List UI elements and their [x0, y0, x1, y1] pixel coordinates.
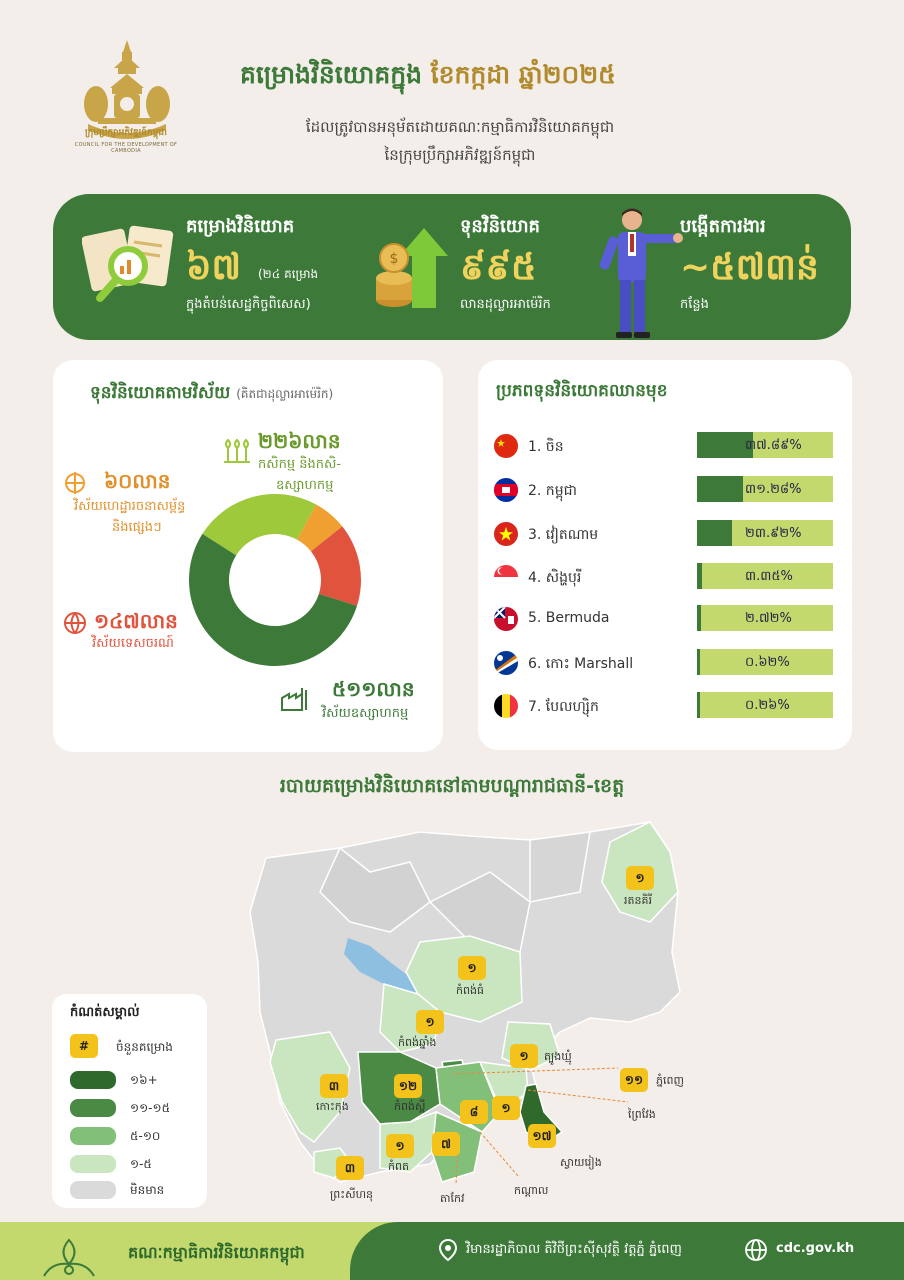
sector-title-text: ទុនវិនិយោគតាមវិស័យ	[90, 383, 231, 403]
sector-industry-label: វិស័យឧស្សាហកម្ម	[322, 706, 409, 721]
badge-kandal: ៨	[460, 1100, 488, 1124]
badge-prey-veng: ១	[492, 1096, 520, 1120]
origin-bar-fill	[697, 476, 743, 502]
province-kampong-speu: កំពង់ស្ពឺ	[394, 1100, 426, 1113]
origin-name: 3. វៀតណាម	[528, 527, 599, 543]
badge-koh-kong: ៣	[320, 1074, 348, 1098]
origin-name: 5. Bermuda	[528, 610, 610, 626]
projects-label: គម្រោងវិនិយោគ	[186, 216, 295, 237]
title-highlight: ខែកក្កដា ឆ្នាំ២០២៥	[430, 60, 616, 89]
legend-label: មិនមាន	[130, 1183, 165, 1197]
badge-kampong-thom: ១	[458, 956, 486, 980]
footer-address: វិមានរដ្ឋាភិបាល តិវិថីព្រះស៊ីសុវត្ថិ វត្តភ្នំ ភ្នំពេញ	[466, 1242, 682, 1257]
sector-agri-label-2: ឧស្សាហកម្ម	[276, 478, 334, 493]
origin-bar-fill	[697, 649, 700, 675]
origin-row	[494, 692, 834, 720]
title-main: គម្រោងវិនិយោគក្នុង	[240, 60, 423, 89]
belgium-flag-icon	[494, 694, 518, 718]
cambodia-flag-icon	[494, 478, 518, 502]
jobs-foot: កន្លែង	[680, 297, 709, 312]
sector-title	[90, 382, 333, 407]
sector-agri-value: ២២៦លាន	[258, 429, 341, 453]
origin-pct: ៣៧.៨៩%	[745, 438, 802, 453]
businessman-icon	[598, 206, 684, 340]
origin-bar-fill	[697, 692, 700, 718]
logo-subtext: COUNCIL FOR THE DEVELOPMENT OF CAMBODIA	[74, 142, 178, 154]
province-kampong-thom: កំពង់ធំ	[456, 984, 484, 997]
legend-badge-label: ចំនួនគម្រោង	[116, 1040, 173, 1054]
province-kandal: កណ្ដាល	[514, 1184, 549, 1197]
sector-tourism-value: ១៤៧លាន	[94, 609, 178, 633]
badge-takeo: ៧	[432, 1132, 460, 1156]
tourism-icon	[62, 610, 88, 636]
origin-row	[494, 563, 834, 591]
origin-bar	[697, 605, 833, 631]
origin-name: 1. ចិន	[528, 439, 564, 455]
capital-foot: លានដុល្លារអាម៉េរិក	[460, 297, 551, 312]
infrastructure-icon	[62, 470, 88, 496]
globe-icon	[744, 1238, 768, 1262]
sector-agri-label-1: កសិកម្ម និងកសិ-	[258, 457, 342, 472]
origin-row	[494, 476, 834, 504]
badge-tbong-khmum: ១	[510, 1044, 538, 1068]
projects-foot: ក្នុងតំបន់សេដ្ឋកិច្ចពិសេស)	[186, 297, 311, 312]
origin-name: 7. បែលហ្ស៊ិក	[528, 699, 599, 715]
origin-bar	[697, 692, 833, 718]
legend-label: ១-៥	[130, 1157, 152, 1171]
subtitle-line-2: នៃក្រុមប្រឹក្សាអភិវឌ្ឍន៍កម្ពុជា	[384, 146, 536, 164]
province-koh-kong: កោះកុង	[316, 1100, 349, 1113]
legend-label: ៥-១០	[130, 1129, 161, 1143]
origin-bar	[697, 432, 833, 458]
legend-swatch	[70, 1071, 116, 1089]
origin-pct: ៣១.២៨%	[745, 482, 802, 497]
origin-row	[494, 649, 834, 677]
sector-infra-value: ៦០លាន	[104, 469, 171, 493]
origin-bar-fill	[697, 563, 702, 589]
origin-bar	[697, 520, 833, 546]
legend-badge-sample: #	[70, 1034, 98, 1058]
jobs-value: ~៥៧៣ន់	[680, 247, 819, 288]
badge-phnom-penh: ១១	[620, 1068, 648, 1092]
origin-row	[494, 605, 834, 633]
origin-title: ប្រភពទុនវិនិយោគឈានមុខ	[496, 381, 668, 401]
capital-value: ៩៩៥	[460, 247, 537, 288]
legend-label: ១៦+	[130, 1073, 158, 1087]
origin-pct: ៣.៣៥%	[745, 569, 793, 584]
badge-svay-rieng: ១៧	[528, 1124, 556, 1148]
province-sihanoukville: ព្រះសីហនុ	[330, 1188, 374, 1201]
province-takeo: តាកែវ	[440, 1192, 465, 1205]
origin-bar	[697, 649, 833, 675]
footer-org-name: គណៈកម្មាធិការវិនិយោគកម្ពុជា	[128, 1243, 305, 1262]
badge-kampot: ១	[386, 1134, 414, 1158]
sector-tourism-label: វិស័យទេសចរណ៍	[92, 636, 174, 651]
origin-bar-fill	[697, 605, 701, 631]
marshall-islands-flag-icon	[494, 651, 518, 675]
capital-label: ទុនវិនិយោគ	[460, 216, 540, 237]
vietnam-flag-icon	[494, 522, 518, 546]
logo-text: ក្រុមប្រឹក្សាអភិវឌ្ឍន៍កម្ពុជា	[84, 128, 167, 138]
province-phnom-penh: ភ្នំពេញ	[656, 1074, 684, 1087]
location-pin-icon	[438, 1238, 458, 1262]
coins-arrow-up-icon	[372, 222, 452, 312]
sector-industry-value: ៥១១លាន	[332, 677, 415, 701]
ornament-icon	[38, 1236, 100, 1280]
legend-swatch	[70, 1181, 116, 1199]
province-kampot: កំពត	[388, 1160, 409, 1173]
badge-kampong-speu: ១២	[394, 1074, 422, 1098]
legend-swatch	[70, 1099, 116, 1117]
origin-pct: ០.៦២%	[745, 655, 790, 670]
sector-donut-chart	[188, 488, 362, 672]
origin-bar	[697, 563, 833, 589]
sector-title-note: (គិតជាដុល្លារអាម៉េរិក)	[236, 387, 334, 401]
bermuda-flag-icon	[494, 607, 518, 631]
province-kampong-chhnang: កំពង់ឆ្នាំង	[398, 1036, 437, 1049]
origin-name: 6. កោះ Marshall	[528, 656, 634, 672]
origin-name: 2. កម្ពុជា	[528, 483, 577, 499]
projects-note: (២៤ គម្រោង	[258, 267, 319, 281]
map-title: របាយគម្រោងវិនិយោគនៅតាមបណ្ដារាជធានី-ខេត្ត	[279, 775, 625, 797]
origin-bar-fill	[697, 520, 732, 546]
province-prey-veng: ព្រៃវែង	[628, 1108, 656, 1121]
svg-text:$: $	[389, 251, 399, 267]
badge-sihanoukville: ៣	[336, 1156, 364, 1180]
document-magnifier-icon	[82, 222, 178, 308]
subtitle-line-1: ដែលត្រូវបានអនុម័តដោយគណៈកម្មាធិការវិនិយោគកម្ពុជា	[305, 118, 615, 136]
province-tbong-khmum: ត្បូងឃ្មុំ	[544, 1050, 572, 1063]
projects-value: ៦៧	[186, 247, 242, 288]
origin-row	[494, 520, 834, 548]
province-ratanakiri: រតនគិរី	[624, 894, 652, 907]
sector-infra-label-1: វិស័យហេដ្ឋារចនាសម្ព័ន្ធ	[74, 499, 186, 514]
china-flag-icon	[494, 434, 518, 458]
jobs-label: បង្កើតការងារ	[680, 216, 766, 237]
footer-website-link[interactable]: cdc.gov.kh	[776, 1241, 855, 1256]
legend-swatch	[70, 1127, 116, 1145]
origin-name: 4. សិង្ហបុរី	[528, 570, 582, 586]
legend-label: ១១-១៥	[130, 1101, 171, 1115]
agriculture-icon	[222, 438, 252, 464]
province-svay-rieng: ស្វាយរៀង	[560, 1156, 602, 1169]
sector-infra-label-2: និងផ្សេងៗ	[112, 520, 162, 535]
origin-row	[494, 432, 834, 460]
page-title	[240, 60, 680, 96]
singapore-flag-icon	[494, 565, 518, 589]
legend-title: កំណត់សម្គាល់	[70, 1005, 140, 1020]
factory-icon	[280, 686, 308, 712]
badge-kampong-chhnang: ១	[416, 1010, 444, 1034]
origin-pct: ២៣.៩២%	[745, 526, 802, 541]
origin-pct: ២.៧២%	[745, 611, 792, 626]
origin-bar	[697, 476, 833, 502]
legend-swatch	[70, 1155, 116, 1173]
badge-ratanakiri: ១	[626, 866, 654, 890]
origin-pct: ០.២៦%	[745, 698, 790, 713]
